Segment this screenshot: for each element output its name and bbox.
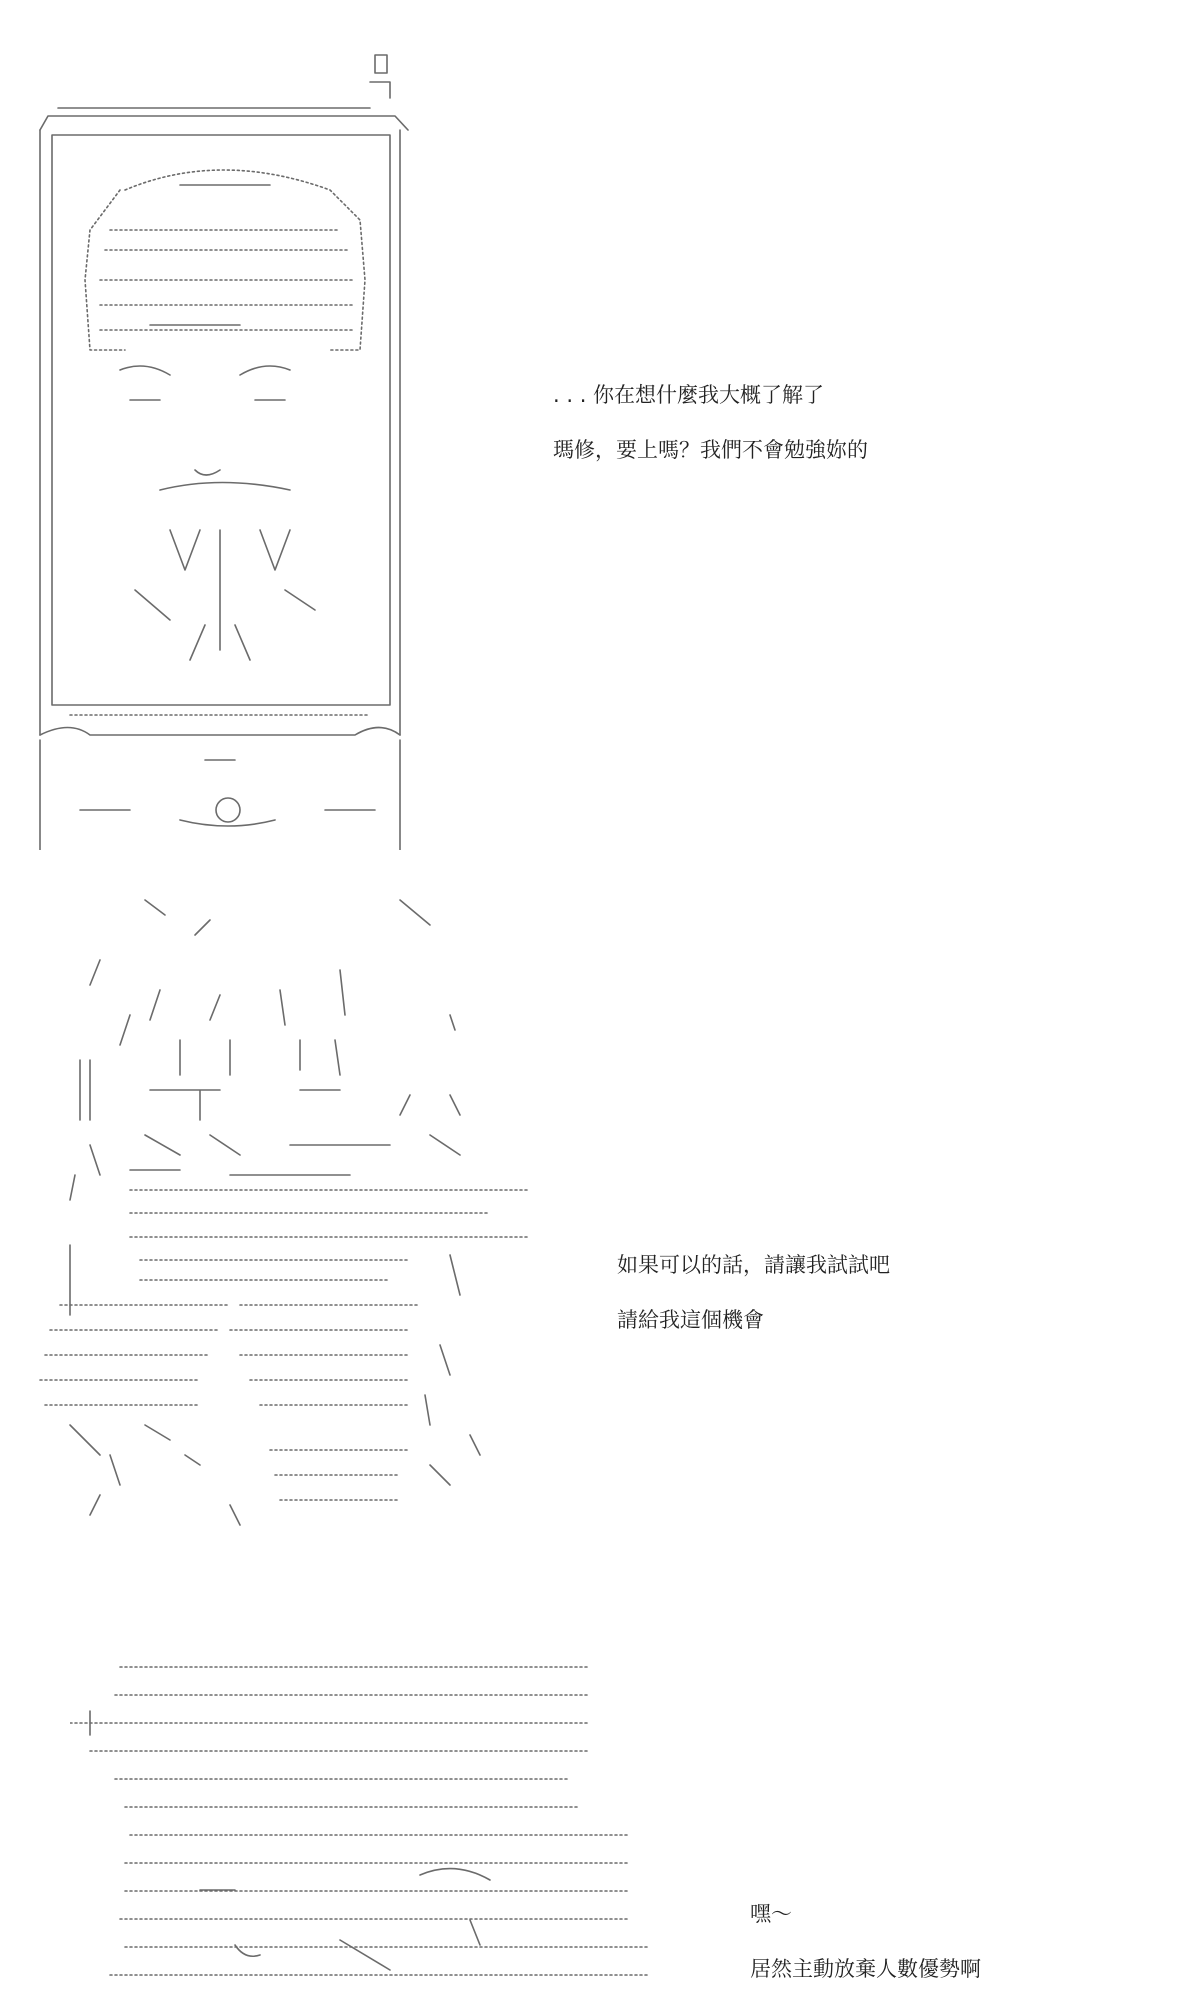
speech-line: 瑪修，要上嗎？我們不會勉強妳的 [553, 438, 868, 462]
speech-line: 居然主動放棄人數優勢啊 [750, 1957, 981, 1981]
phone-ascii-art [30, 50, 410, 850]
speech-panel-1 [553, 368, 868, 478]
speech-line: . . . 你在想什麼我大概了解了 [553, 383, 825, 407]
girl-ascii-art [30, 895, 560, 1615]
speech-line: 嘿～ [750, 1902, 792, 1926]
dense-ascii-art [70, 1655, 670, 2000]
speech-panel-2 [617, 1238, 890, 1348]
speech-panel-3 [750, 1887, 981, 1997]
speech-line: 請給我這個機會 [617, 1308, 764, 1332]
speech-line: 如果可以的話，請讓我試試吧 [617, 1253, 890, 1277]
